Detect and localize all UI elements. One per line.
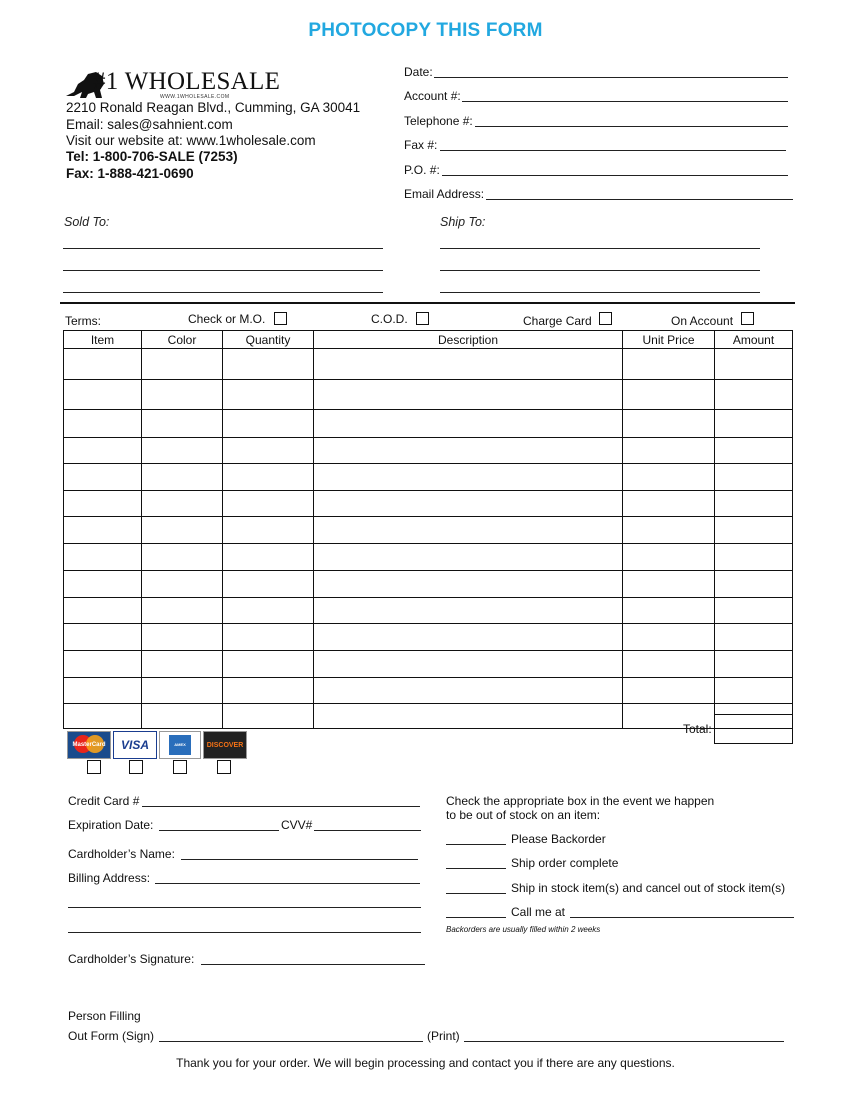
company-fax: Fax: 1-888-421-0690 xyxy=(66,166,194,181)
table-cell[interactable] xyxy=(142,438,223,464)
telephone-field[interactable] xyxy=(475,126,788,127)
backorder-label: Please Backorder xyxy=(511,832,606,846)
table-row xyxy=(64,380,793,410)
table-cell[interactable] xyxy=(715,349,793,380)
po-label: P.O. #: xyxy=(404,163,440,177)
table-row xyxy=(64,544,793,571)
terms-label: Terms: xyxy=(65,314,101,328)
person-filling-label-1: Person Filling xyxy=(68,1009,141,1023)
credit-card-field[interactable] xyxy=(142,806,420,807)
table-cell[interactable] xyxy=(223,651,314,678)
table-cell[interactable] xyxy=(715,410,793,438)
sold-to-line-2[interactable] xyxy=(63,270,383,271)
table-cell[interactable] xyxy=(223,438,314,464)
table-cell[interactable] xyxy=(314,380,623,410)
table-cell[interactable] xyxy=(314,571,623,598)
column-header-quantity: Quantity xyxy=(223,331,314,349)
column-header-color: Color xyxy=(142,331,223,349)
check-mo-label: Check or M.O. xyxy=(188,312,266,326)
account-field[interactable] xyxy=(462,101,788,102)
ship-in-stock-label: Ship in stock item(s) and cancel out of stock item(s) xyxy=(511,881,786,895)
table-cell[interactable] xyxy=(314,438,623,464)
table-cell[interactable] xyxy=(142,598,223,624)
table-cell[interactable] xyxy=(623,380,715,410)
table-cell[interactable] xyxy=(223,598,314,624)
backorder-blank[interactable] xyxy=(446,844,506,845)
table-row xyxy=(64,651,793,678)
expiration-label: Expiration Date: xyxy=(68,818,154,832)
table-cell[interactable] xyxy=(64,571,142,598)
date-label: Date: xyxy=(404,65,433,79)
table-cell[interactable] xyxy=(715,438,793,464)
company-tel: Tel: 1-800-706-SALE (7253) xyxy=(66,149,238,164)
company-logo-text: #1 WHOLESALE xyxy=(93,68,281,95)
charge-card-checkbox[interactable] xyxy=(599,312,612,325)
column-header-item: Item xyxy=(64,331,142,349)
table-row xyxy=(64,678,793,704)
company-address: 2210 Ronald Reagan Blvd., Cumming, GA 30041 xyxy=(66,100,361,115)
on-account-label: On Account xyxy=(671,314,734,328)
table-cell[interactable] xyxy=(623,571,715,598)
mastercard-checkbox[interactable] xyxy=(87,760,101,774)
date-field[interactable] xyxy=(434,77,788,78)
table-cell[interactable] xyxy=(623,544,715,571)
column-header-description: Description xyxy=(314,331,623,349)
table-cell[interactable] xyxy=(64,491,142,517)
table-cell[interactable] xyxy=(64,517,142,544)
table-cell[interactable] xyxy=(623,349,715,380)
email-field[interactable] xyxy=(486,199,793,200)
fax-label: Fax #: xyxy=(404,138,438,152)
table-cell[interactable] xyxy=(715,380,793,410)
table-cell[interactable] xyxy=(715,571,793,598)
ship-complete-label: Ship order complete xyxy=(511,856,619,870)
cardholder-name-field[interactable] xyxy=(181,859,418,860)
table-cell[interactable] xyxy=(623,624,715,651)
table-cell[interactable] xyxy=(715,491,793,517)
table-cell[interactable] xyxy=(623,464,715,491)
table-cell[interactable] xyxy=(314,704,623,729)
table-cell[interactable] xyxy=(142,491,223,517)
visa-icon: VISA xyxy=(113,731,157,759)
table-cell[interactable] xyxy=(715,464,793,491)
credit-card-label: Credit Card # xyxy=(68,794,140,808)
footer-message: Thank you for your order. We will begin processing and contact you if there are any questions. xyxy=(176,1056,675,1070)
table-cell[interactable] xyxy=(623,410,715,438)
table-cell[interactable] xyxy=(623,598,715,624)
table-cell[interactable] xyxy=(64,651,142,678)
call-me-label: Call me at xyxy=(511,905,566,919)
table-row xyxy=(64,598,793,624)
table-row xyxy=(64,517,793,544)
table-cell[interactable] xyxy=(715,678,793,704)
backorder-note: Backorders are usually filled within 2 weeks xyxy=(446,925,601,934)
cvv-field[interactable] xyxy=(314,830,421,831)
billing-address-line-3[interactable] xyxy=(68,932,421,933)
table-cell[interactable] xyxy=(223,464,314,491)
table-row xyxy=(64,410,793,438)
table-row xyxy=(64,624,793,651)
table-cell[interactable] xyxy=(142,571,223,598)
table-cell[interactable] xyxy=(64,598,142,624)
table-cell[interactable] xyxy=(142,651,223,678)
call-me-blank[interactable] xyxy=(446,917,506,918)
total-box[interactable] xyxy=(714,714,793,744)
amex-icon: AMEX xyxy=(159,731,201,759)
person-sign-field[interactable] xyxy=(159,1041,423,1042)
table-cell[interactable] xyxy=(142,380,223,410)
ship-in-stock-blank[interactable] xyxy=(446,893,506,894)
ship-to-line-2[interactable] xyxy=(440,270,760,271)
person-print-field[interactable] xyxy=(464,1041,784,1042)
expiration-field[interactable] xyxy=(159,830,279,831)
table-cell[interactable] xyxy=(314,678,623,704)
billing-address-label: Billing Address: xyxy=(68,871,151,885)
visa-checkbox[interactable] xyxy=(129,760,143,774)
order-items-table xyxy=(63,330,793,729)
sold-to-line-1[interactable] xyxy=(63,248,383,249)
po-field[interactable] xyxy=(442,175,788,176)
table-cell[interactable] xyxy=(314,517,623,544)
table-cell[interactable] xyxy=(142,624,223,651)
table-cell[interactable] xyxy=(64,678,142,704)
section-divider xyxy=(60,302,795,304)
table-cell[interactable] xyxy=(142,410,223,438)
total-label: Total: xyxy=(683,722,712,736)
company-logo-subtext: WWW.1WHOLESALE.COM xyxy=(160,94,230,100)
table-cell[interactable] xyxy=(223,624,314,651)
on-account-checkbox[interactable] xyxy=(741,312,754,325)
table-row xyxy=(64,438,793,464)
check-mo-checkbox[interactable] xyxy=(274,312,287,325)
table-cell[interactable] xyxy=(715,624,793,651)
table-cell[interactable] xyxy=(223,571,314,598)
company-email: Email: sales@sahnient.com xyxy=(66,117,233,132)
print-label: (Print) xyxy=(427,1029,460,1043)
table-cell[interactable] xyxy=(314,410,623,438)
table-cell[interactable] xyxy=(64,624,142,651)
cod-label: C.O.D. xyxy=(371,312,408,326)
ship-complete-blank[interactable] xyxy=(446,868,506,869)
table-cell[interactable] xyxy=(223,678,314,704)
ship-to-label: Ship To: xyxy=(440,215,486,229)
billing-address-line-2[interactable] xyxy=(68,907,421,908)
billing-address-field[interactable] xyxy=(155,883,420,884)
stock-intro-line-2: to be out of stock on an item: xyxy=(446,808,601,822)
table-cell[interactable] xyxy=(64,349,142,380)
table-cell[interactable] xyxy=(142,517,223,544)
table-cell[interactable] xyxy=(314,544,623,571)
charge-card-label: Charge Card xyxy=(523,314,592,328)
ship-to-line-1[interactable] xyxy=(440,248,760,249)
table-cell[interactable] xyxy=(715,651,793,678)
table-cell[interactable] xyxy=(314,624,623,651)
table-cell[interactable] xyxy=(223,704,314,729)
table-cell[interactable] xyxy=(142,678,223,704)
ship-to-line-3[interactable] xyxy=(440,292,760,293)
table-cell[interactable] xyxy=(223,410,314,438)
sold-to-line-3[interactable] xyxy=(63,292,383,293)
stock-intro-line-1: Check the appropriate box in the event we happen xyxy=(446,794,715,808)
table-row xyxy=(64,491,793,517)
table-cell[interactable] xyxy=(623,651,715,678)
table-cell[interactable] xyxy=(223,517,314,544)
table-cell[interactable] xyxy=(142,544,223,571)
column-header-amount: Amount xyxy=(715,331,793,349)
column-header-unit-price: Unit Price xyxy=(623,331,715,349)
table-cell[interactable] xyxy=(64,704,142,729)
cardholder-name-label: Cardholder’s Name: xyxy=(68,847,175,861)
table-cell[interactable] xyxy=(623,517,715,544)
signature-label: Cardholder’s Signature: xyxy=(68,952,195,966)
table-cell[interactable] xyxy=(715,544,793,571)
table-cell[interactable] xyxy=(142,704,223,729)
table-cell[interactable] xyxy=(314,464,623,491)
table-cell[interactable] xyxy=(314,491,623,517)
cvv-label: CVV# xyxy=(281,818,313,832)
telephone-label: Telephone #: xyxy=(404,114,473,128)
email-label: Email Address: xyxy=(404,187,485,201)
table-cell[interactable] xyxy=(715,517,793,544)
sold-to-label: Sold To: xyxy=(64,215,110,229)
table-cell[interactable] xyxy=(64,380,142,410)
table-cell[interactable] xyxy=(142,464,223,491)
table-cell[interactable] xyxy=(623,491,715,517)
table-row xyxy=(64,464,793,491)
table-cell[interactable] xyxy=(715,598,793,624)
mastercard-icon: MasterCard xyxy=(67,731,111,759)
table-header-row xyxy=(64,331,793,349)
table-cell[interactable] xyxy=(64,410,142,438)
table-cell[interactable] xyxy=(623,678,715,704)
table-cell[interactable] xyxy=(314,349,623,380)
person-filling-label-2: Out Form (Sign) xyxy=(68,1029,155,1043)
table-cell[interactable] xyxy=(223,491,314,517)
table-cell[interactable] xyxy=(64,438,142,464)
account-label: Account #: xyxy=(404,89,461,103)
fax-field[interactable] xyxy=(440,150,786,151)
table-cell[interactable] xyxy=(223,544,314,571)
form-title: PHOTOCOPY THIS FORM xyxy=(308,20,543,41)
discover-icon: DISCOVER xyxy=(203,731,247,759)
discover-checkbox[interactable] xyxy=(217,760,231,774)
cod-checkbox[interactable] xyxy=(416,312,429,325)
signature-field[interactable] xyxy=(201,964,425,965)
call-me-phone-field[interactable] xyxy=(570,917,794,918)
amex-checkbox[interactable] xyxy=(173,760,187,774)
table-cell[interactable] xyxy=(64,464,142,491)
table-cell[interactable] xyxy=(223,380,314,410)
table-cell[interactable] xyxy=(314,651,623,678)
table-row xyxy=(64,349,793,380)
table-cell[interactable] xyxy=(142,349,223,380)
table-row xyxy=(64,571,793,598)
company-website: Visit our website at: www.1wholesale.com xyxy=(66,133,316,148)
table-cell[interactable] xyxy=(64,544,142,571)
table-cell[interactable] xyxy=(223,349,314,380)
table-cell[interactable] xyxy=(623,438,715,464)
table-cell[interactable] xyxy=(314,598,623,624)
